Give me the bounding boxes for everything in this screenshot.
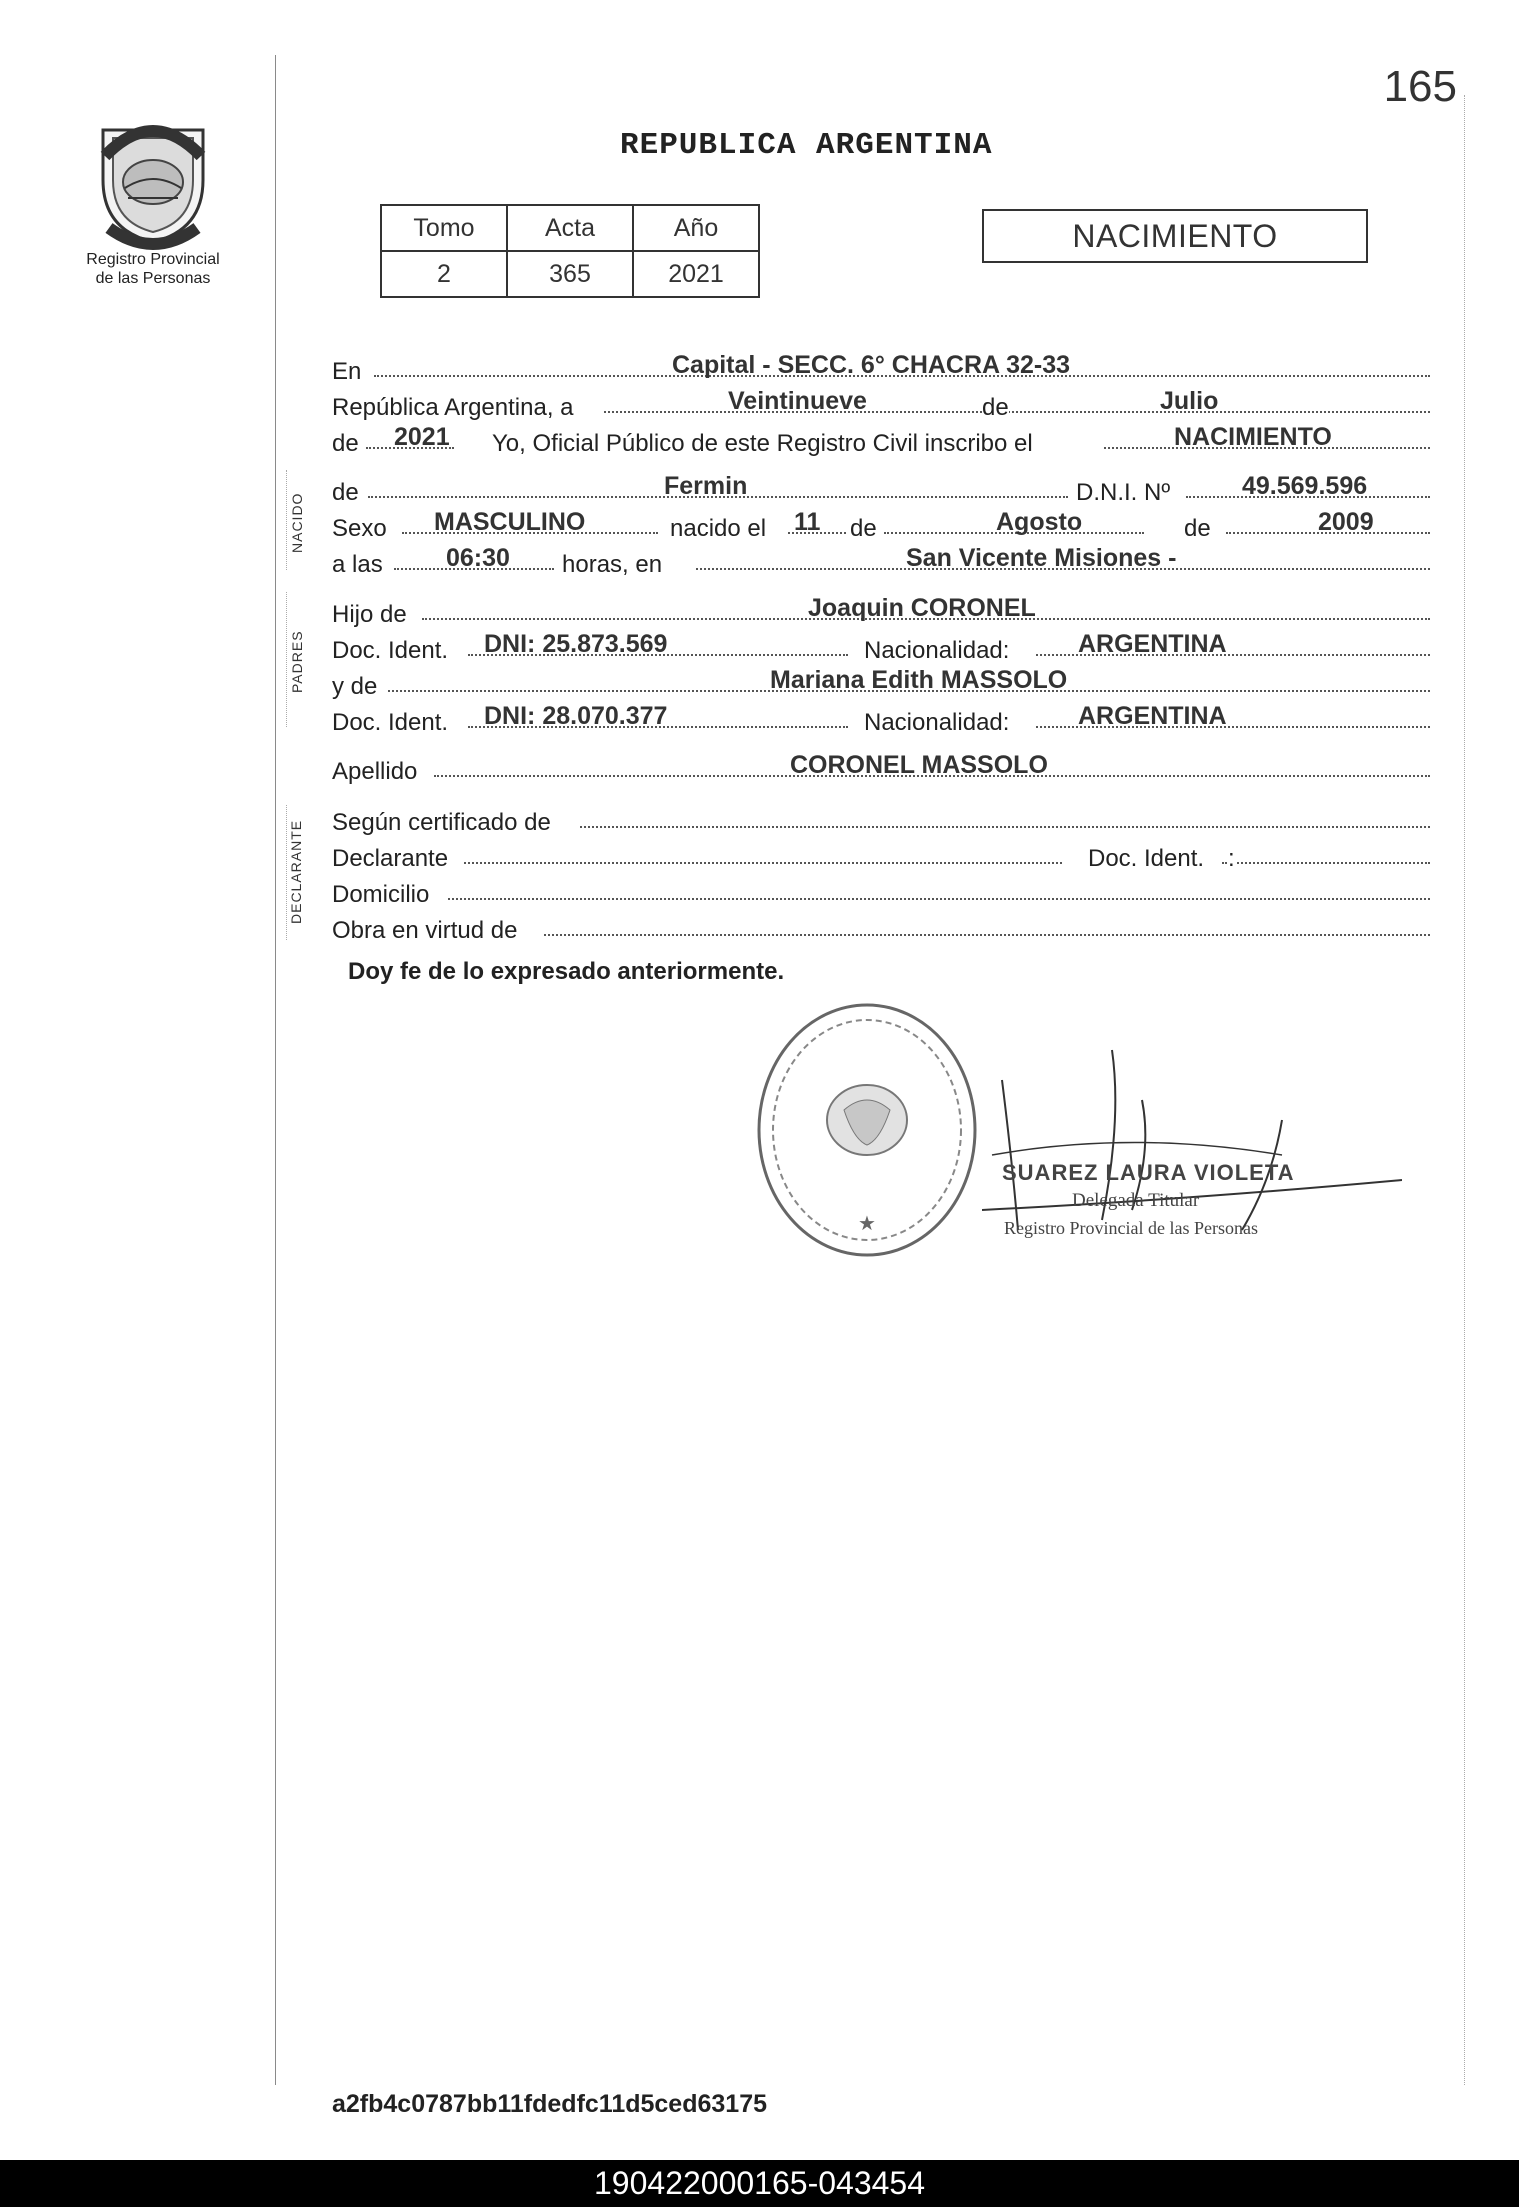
side-label-nacido: NACIDO <box>289 492 305 553</box>
row-republica <box>332 387 1430 421</box>
logo-caption-line1: Registro Provincial <box>86 251 220 268</box>
row-obra <box>332 911 1430 944</box>
padre-doc-label: Doc. Ident. <box>332 637 449 664</box>
en-label: En <box>332 358 362 385</box>
nombre-de-label: de <box>332 479 359 506</box>
registration-month: Julio <box>1160 387 1219 415</box>
row-declarante <box>332 839 1430 872</box>
father-nationality: ARGENTINA <box>1078 630 1227 658</box>
horas-en-label: horas, en <box>562 551 663 578</box>
record-table-value-row <box>381 251 759 297</box>
padre-nacionalidad-label: Nacionalidad: <box>864 637 1010 664</box>
nacido-el-label: nacido el <box>670 515 767 542</box>
birth-place: San Vicente Misiones - <box>906 544 1177 572</box>
official-seal-icon <box>752 980 982 1280</box>
logo-caption-line2: de las Personas <box>95 270 211 287</box>
row-hora <box>332 544 1430 578</box>
mother-name: Mariana Edith MASSOLO <box>770 666 1068 694</box>
certificado-label: Según certificado de <box>332 809 551 836</box>
yo-de-label: de <box>332 430 359 457</box>
yo-statement: Yo, Oficial Público de este Registro Civil inscribo el <box>492 430 1033 457</box>
section-separator-declarante <box>286 805 287 940</box>
registered-act: NACIMIENTO <box>1174 423 1332 451</box>
tomo-header: Tomo <box>381 205 507 251</box>
misiones-shield-icon <box>83 110 223 250</box>
signatory-organization: Registro Provincial de las Personas <box>1004 1218 1258 1238</box>
sexo-label: Sexo <box>332 515 387 542</box>
apellido-label: Apellido <box>332 758 418 785</box>
svg-text:★: ★ <box>858 1213 876 1235</box>
document-title: REPUBLICA ARGENTINA <box>620 128 993 163</box>
side-label-padres: PADRES <box>289 630 305 693</box>
republica-de-label: de <box>982 394 1009 421</box>
section-separator-nacido <box>286 470 287 570</box>
birth-de1-label: de <box>850 515 877 542</box>
birth-de2-label: de <box>1184 515 1211 542</box>
madre-nacionalidad-label: Nacionalidad: <box>864 709 1010 736</box>
row-padre-doc <box>332 630 1430 664</box>
domicilio-label: Domicilio <box>332 881 430 908</box>
a-las-label: a las <box>332 551 383 578</box>
mother-dni: DNI: 28.070.377 <box>484 702 668 730</box>
declarante-label: Declarante <box>332 845 449 872</box>
declarante-doc-value: : <box>1228 845 1235 872</box>
birth-year: 2009 <box>1318 508 1374 536</box>
registration-year: 2021 <box>394 423 450 451</box>
madre-doc-label: Doc. Ident. <box>332 709 449 736</box>
page-number: 165 <box>1383 62 1457 111</box>
y-de-label: y de <box>332 673 378 700</box>
row-domicilio <box>332 875 1430 908</box>
record-table-header-row <box>381 205 759 251</box>
province-logo <box>68 110 238 288</box>
republica-label: República Argentina, a <box>332 394 574 421</box>
row-en <box>332 351 1430 385</box>
child-name: Fermin <box>664 472 748 500</box>
tomo-value: 2 <box>381 251 507 297</box>
document-hash: a2fb4c0787bb11fdedfc11d5ced63175 <box>332 2090 767 2118</box>
father-name: Joaquin CORONEL <box>808 594 1036 622</box>
signatory-role: Delegada Titular <box>1072 1190 1200 1211</box>
row-nombre <box>332 472 1430 506</box>
footer-code: 190422000165-043454 <box>594 2165 925 2201</box>
acta-header: Acta <box>507 205 633 251</box>
row-sexo <box>332 508 1430 542</box>
child-surname: CORONEL MASSOLO <box>790 751 1048 779</box>
signatory-name: SUAREZ LAURA VIOLETA <box>1002 1160 1295 1185</box>
birth-day: 11 <box>794 508 821 536</box>
mother-nationality: ARGENTINA <box>1078 702 1227 730</box>
acta-value: 365 <box>507 251 633 297</box>
row-madre-doc <box>332 702 1430 736</box>
row-padre <box>332 594 1430 628</box>
row-yo <box>332 423 1430 457</box>
ano-header: Año <box>633 205 759 251</box>
row-certificado <box>332 803 1430 836</box>
record-table <box>380 204 760 298</box>
father-dni: DNI: 25.873.569 <box>484 630 668 658</box>
section-separator-padres <box>286 592 287 727</box>
registration-day: Veintinueve <box>728 387 867 415</box>
row-apellido <box>332 751 1430 785</box>
hijo-de-label: Hijo de <box>332 601 407 628</box>
declarante-doc-label: Doc. Ident. <box>1088 845 1205 872</box>
place-of-registration: Capital - SECC. 6° CHACRA 32-33 <box>672 351 1071 379</box>
left-margin-line <box>275 55 276 2085</box>
birth-month: Agosto <box>996 508 1083 536</box>
obra-label: Obra en virtud de <box>332 917 518 944</box>
side-label-declarante: DECLARANTE <box>288 819 304 924</box>
child-dni: 49.569.596 <box>1242 472 1368 500</box>
row-madre <box>332 666 1430 700</box>
record-type-box: NACIMIENTO <box>982 209 1368 263</box>
child-sex: MASCULINO <box>434 508 586 536</box>
footer-bar <box>0 2160 1519 2207</box>
dni-label: D.N.I. Nº <box>1076 479 1171 506</box>
closing-statement: Doy fe de lo expresado anteriormente. <box>348 958 785 985</box>
right-margin-line <box>1464 95 1465 2085</box>
stamp-and-signature <box>752 980 1432 1310</box>
birth-time: 06:30 <box>446 544 510 572</box>
ano-value: 2021 <box>633 251 759 297</box>
